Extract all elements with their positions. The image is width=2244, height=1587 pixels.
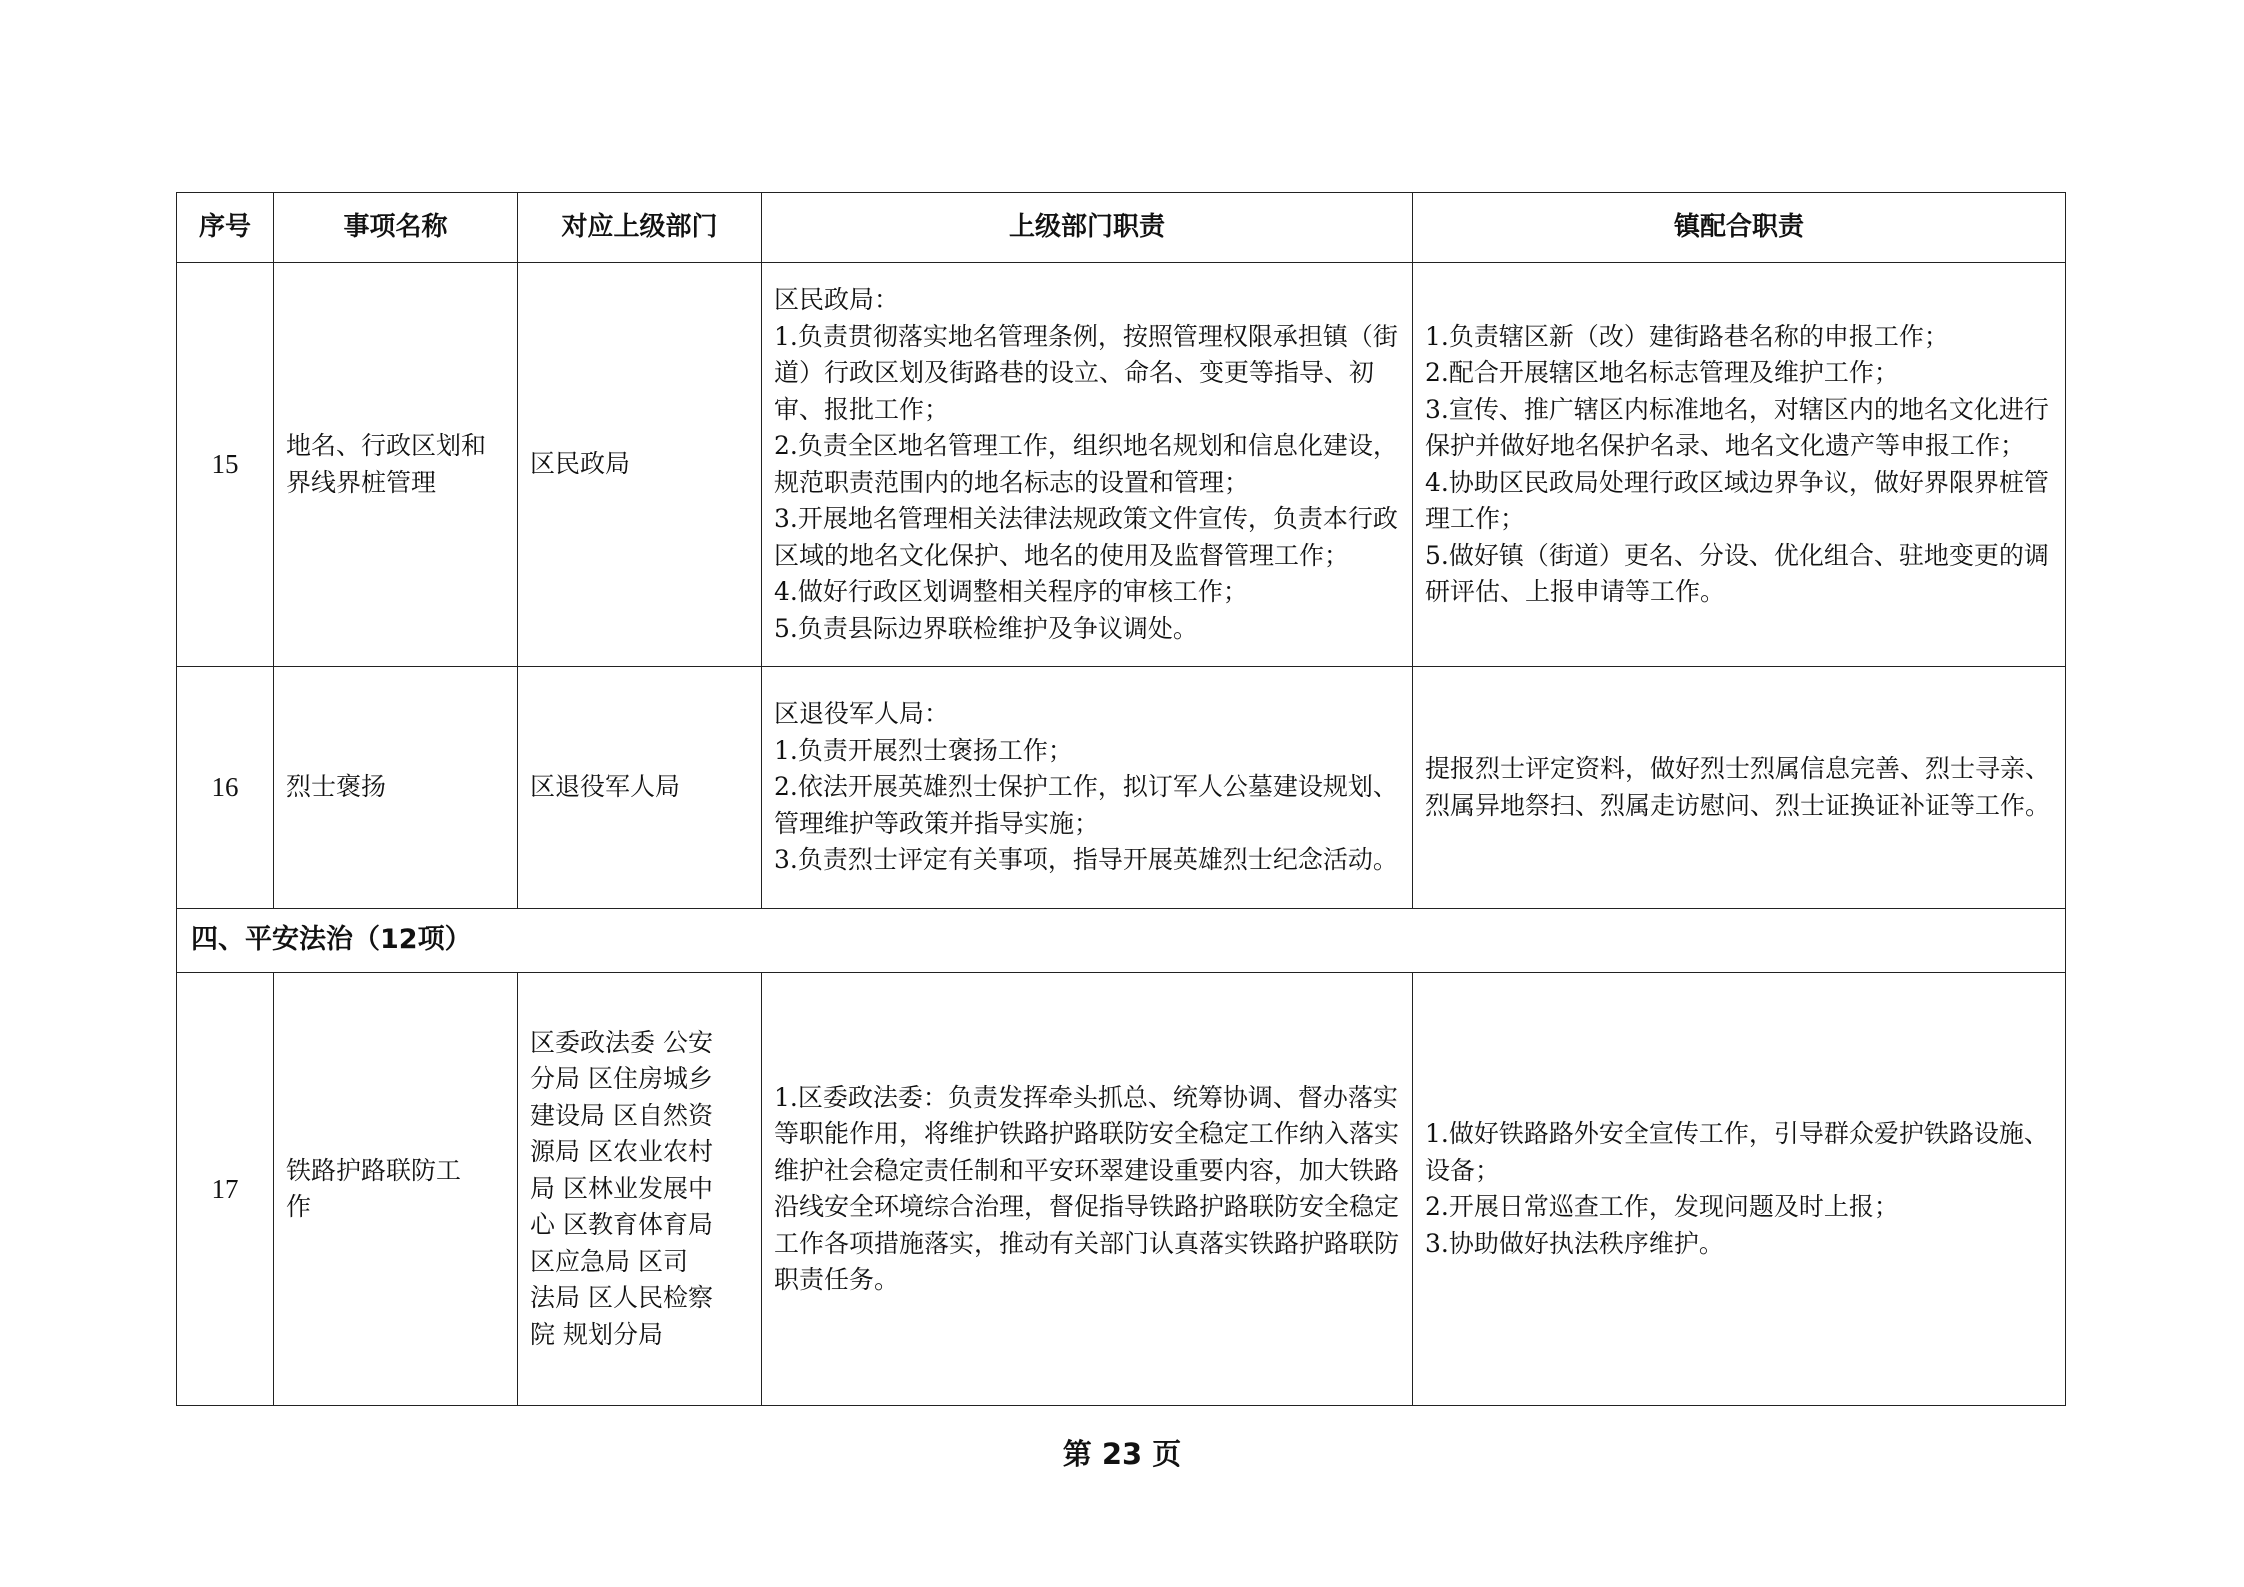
row-item: 地名、行政区划和 界线界桩管理 [274, 263, 518, 667]
row-town-duty: 1.做好铁路路外安全宣传工作，引导群众爱护铁路设施、设备； 2.开展日常巡查工作，发现问题及时上报； 3.协助做好执法秩序维护。 [1413, 973, 2066, 1406]
table-header-row [177, 193, 2066, 263]
table-row [177, 667, 2066, 909]
duty-table [176, 192, 2066, 1406]
row-dept: 区退役军人局 [518, 667, 762, 909]
row-superior-duty: 区民政局： 1.负责贯彻落实地名管理条例，按照管理权限承担镇（街道）行政区划及街路巷的设立、命名、变更等指导、初审、报批工作； 2.负责全区地名管理工作，组织地名规划和信息化建设，规范职责范围内的地名标志的设置和管理； 3.开展地名管理相关法律法规政策文件宣传，负责本行政区域的地名文化保护、地名的使用及监督管理工作； 4.做好行政区划调整相关程序的审核工作； 5.负责县际边界联检维护及争议调处。 [762, 263, 1413, 667]
row-town-duty: 1.负责辖区新（改）建街路巷名称的申报工作； 2.配合开展辖区地名标志管理及维护工作； 3.宣传、推广辖区内标准地名，对辖区内的地名文化进行保护并做好地名保护名录、地名文化遗产等申报工作； 4.协助区民政局处理行政区域边界争议，做好界限界桩管理工作； 5.做好镇（街道）更名、分设、优化组合、驻地变更的调研评估、上报申请等工作。 [1413, 263, 2066, 667]
row-dept: 区委政法委 公安 分局 区住房城乡 建设局 区自然资 源局 区农业农村 局 区林业发展中 心 区教育体育局 区应急局 区司 法局 区人民检察 院 规划分局 [518, 973, 762, 1406]
header-town-duty: 镇配合职责 [1413, 193, 2066, 263]
page-number: 第 23 页 [1062, 1437, 1182, 1471]
row-superior-duty: 1.区委政法委：负责发挥牵头抓总、统筹协调、督办落实等职能作用，将维护铁路护路联防安全稳定工作纳入落实维护社会稳定责任制和平安环翠建设重要内容，加大铁路沿线安全环境综合治理，督促指导铁路护路联防安全稳定工作各项措施落实，推动有关部门认真落实铁路护路联防职责任务。 [762, 973, 1413, 1406]
header-superior-duty: 上级部门职责 [762, 193, 1413, 263]
row-dept: 区民政局 [518, 263, 762, 667]
section-row [177, 909, 2066, 973]
row-superior-duty: 区退役军人局： 1.负责开展烈士褒扬工作； 2.依法开展英雄烈士保护工作，拟订军人公墓建设规划、管理维护等政策并指导实施； 3.负责烈士评定有关事项，指导开展英雄烈士纪念活动。 [762, 667, 1413, 909]
row-town-duty: 提报烈士评定资料，做好烈士烈属信息完善、烈士寻亲、烈属异地祭扫、烈属走访慰问、烈士证换证补证等工作。 [1413, 667, 2066, 909]
row-no: 16 [177, 667, 274, 909]
row-item: 烈士褒扬 [274, 667, 518, 909]
header-no: 序号 [177, 193, 274, 263]
header-dept: 对应上级部门 [518, 193, 762, 263]
row-no: 17 [177, 973, 274, 1406]
table-row [177, 973, 2066, 1406]
row-item: 铁路护路联防工 作 [274, 973, 518, 1406]
header-item: 事项名称 [274, 193, 518, 263]
row-no: 15 [177, 263, 274, 667]
table-row [177, 263, 2066, 667]
section-title: 四、平安法治（12项） [177, 909, 2066, 973]
